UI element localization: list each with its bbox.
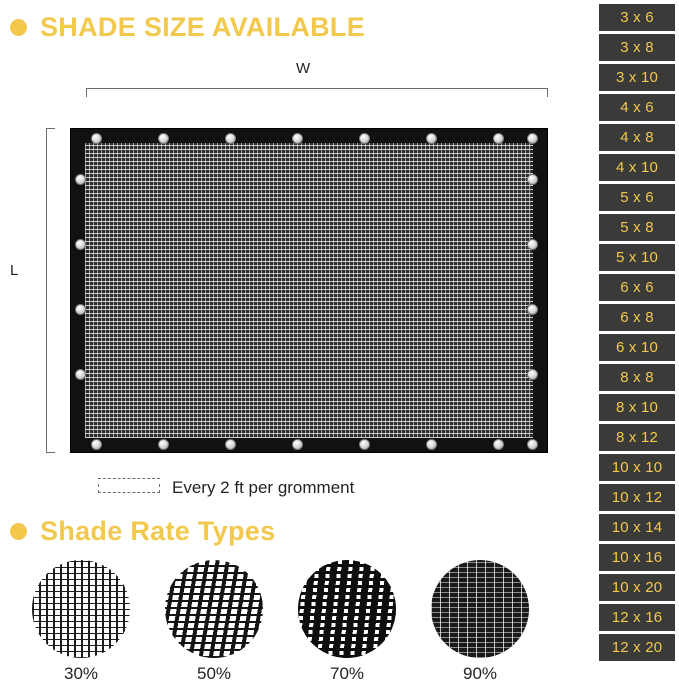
size-chip: 10 x 10	[599, 454, 675, 481]
size-chip: 6 x 8	[599, 304, 675, 331]
shade-rate-swatch	[298, 560, 396, 658]
grommet	[527, 133, 538, 144]
grommet-spacing-label: Every 2 ft per gromment	[172, 478, 355, 497]
size-chip: 6 x 6	[599, 274, 675, 301]
shade-rate-item	[292, 560, 402, 684]
shade-cloth-illustration	[70, 128, 548, 453]
grommet	[292, 439, 303, 450]
size-chip: 12 x 20	[599, 634, 675, 661]
shade-cloth-mesh	[85, 143, 533, 438]
size-chip: 6 x 10	[599, 334, 675, 361]
size-chip: 4 x 6	[599, 94, 675, 121]
grommet	[359, 133, 370, 144]
grommet	[527, 304, 538, 315]
size-chip: 4 x 10	[599, 154, 675, 181]
size-chip: 3 x 8	[599, 34, 675, 61]
size-chip: 10 x 12	[599, 484, 675, 511]
grommet	[527, 369, 538, 380]
grommet	[75, 369, 86, 380]
shade-size-heading	[10, 12, 365, 43]
size-chip: 10 x 14	[599, 514, 675, 541]
grommet	[527, 439, 538, 450]
length-dimension-line	[46, 128, 55, 453]
available-sizes-list	[599, 0, 679, 698]
size-chip: 5 x 8	[599, 214, 675, 241]
shade-rate-label: 30%	[63, 664, 99, 683]
size-chip: 8 x 10	[599, 394, 675, 421]
shade-rate-item	[159, 560, 269, 684]
grommet	[225, 133, 236, 144]
shade-rate-swatch	[165, 560, 263, 658]
size-chip: 4 x 8	[599, 124, 675, 151]
bullet-dot-icon	[10, 19, 27, 36]
size-chip: 3 x 10	[599, 64, 675, 91]
grommet	[91, 439, 102, 450]
shade-rate-label: 90%	[462, 664, 498, 683]
shade-rate-swatch	[431, 560, 529, 658]
grommet	[426, 133, 437, 144]
grommet	[493, 439, 504, 450]
bullet-dot-icon	[10, 523, 27, 540]
size-chip: 5 x 10	[599, 244, 675, 271]
shade-size-heading-label: SHADE SIZE AVAILABLE	[40, 12, 366, 42]
shade-rate-heading-label: Shade Rate Types	[40, 516, 276, 546]
shade-rate-heading	[10, 516, 275, 547]
shade-rate-label: 50%	[196, 664, 232, 683]
grommet	[225, 439, 236, 450]
shade-rate-list	[26, 560, 566, 690]
grommet	[527, 239, 538, 250]
grommet	[158, 133, 169, 144]
grommet	[292, 133, 303, 144]
width-dimension-line	[86, 88, 548, 97]
grommet-spacing-bracket	[98, 484, 160, 493]
shade-rate-item	[26, 560, 136, 684]
size-chip: 8 x 12	[599, 424, 675, 451]
size-chip: 3 x 6	[599, 4, 675, 31]
shade-rate-swatch	[32, 560, 130, 658]
grommet	[158, 439, 169, 450]
width-dimension-label: W	[296, 60, 311, 77]
grommet	[91, 133, 102, 144]
size-chip: 8 x 8	[599, 364, 675, 391]
grommet	[75, 239, 86, 250]
grommet	[75, 304, 86, 315]
grommet	[493, 133, 504, 144]
size-chip: 10 x 20	[599, 574, 675, 601]
size-chip: 5 x 6	[599, 184, 675, 211]
shade-rate-label: 70%	[329, 664, 365, 683]
grommet	[75, 174, 86, 185]
grommet-spacing-note	[98, 478, 354, 498]
grommet	[527, 174, 538, 185]
shade-rate-item	[425, 560, 535, 684]
length-dimension-label: L	[10, 262, 19, 279]
size-chip: 12 x 16	[599, 604, 675, 631]
grommet	[426, 439, 437, 450]
size-chip: 10 x 16	[599, 544, 675, 571]
grommet	[359, 439, 370, 450]
